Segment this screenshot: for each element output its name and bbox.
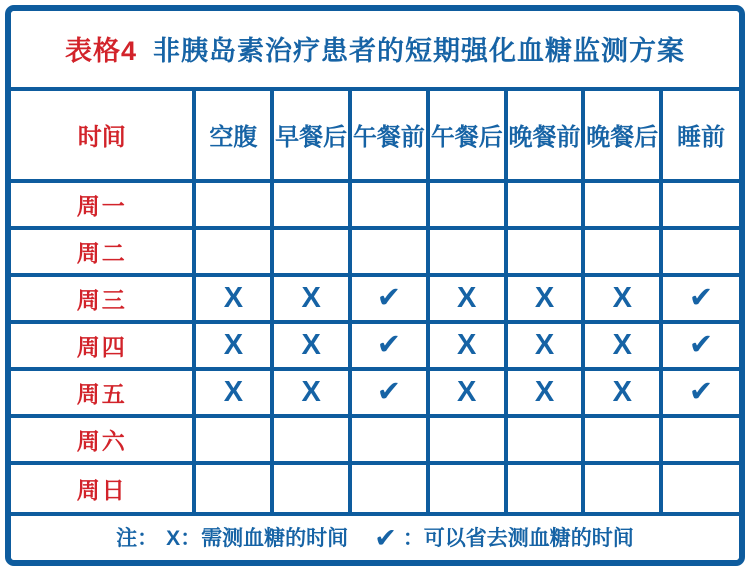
- table-row-saturday: [11, 416, 739, 463]
- mark-cell: [661, 463, 739, 514]
- x-mark: X: [194, 369, 272, 416]
- mark-cell: [661, 181, 739, 228]
- table-row-monday: [11, 181, 739, 228]
- x-mark: X: [506, 275, 584, 322]
- mark-cell: [194, 416, 272, 463]
- table-row-thursday: [11, 322, 739, 369]
- mark-cell: [272, 416, 350, 463]
- title-row: [11, 11, 739, 89]
- table-row-tuesday: [11, 228, 739, 275]
- mark-cell: [428, 416, 506, 463]
- row-label-thursday: 周四: [11, 322, 194, 369]
- x-mark: X: [506, 369, 584, 416]
- mark-cell: [661, 228, 739, 275]
- column-header-after-dinner: 晚餐后: [583, 89, 661, 181]
- x-mark: X: [428, 369, 506, 416]
- mark-cell: [428, 181, 506, 228]
- row-label-sunday: 周日: [11, 463, 194, 514]
- note-prefix: 注：: [116, 526, 159, 550]
- table-row-sunday: [11, 463, 739, 514]
- x-mark: X: [583, 369, 661, 416]
- header-row: [11, 89, 739, 181]
- mark-cell: [506, 463, 584, 514]
- check-mark: ✔: [661, 369, 739, 416]
- x-mark: X: [583, 275, 661, 322]
- column-header-after-lunch: 午餐后: [428, 89, 506, 181]
- mark-cell: [583, 416, 661, 463]
- row-label-tuesday: 周二: [11, 228, 194, 275]
- mark-cell: [583, 463, 661, 514]
- table-number-label: 表格4: [64, 36, 138, 67]
- mark-cell: [428, 228, 506, 275]
- check-mark: ✔: [661, 275, 739, 322]
- mark-cell: [350, 181, 428, 228]
- column-header-before-dinner: 晚餐前: [506, 89, 584, 181]
- page-title: [11, 11, 739, 89]
- mark-cell: [194, 463, 272, 514]
- row-label-wednesday: 周三: [11, 275, 194, 322]
- check-meaning: ：可以省去测血糖的时间: [402, 526, 634, 550]
- table-frame: [5, 5, 745, 566]
- mark-cell: [661, 416, 739, 463]
- mark-cell: [583, 228, 661, 275]
- mark-cell: [272, 463, 350, 514]
- row-label-saturday: 周六: [11, 416, 194, 463]
- table-row-wednesday: [11, 275, 739, 322]
- row-label-monday: 周一: [11, 181, 194, 228]
- x-mark: X: [194, 322, 272, 369]
- x-mark: X: [194, 275, 272, 322]
- mark-cell: [350, 416, 428, 463]
- x-mark: X: [272, 369, 350, 416]
- column-header-after-breakfast: 早餐后: [272, 89, 350, 181]
- legend-note: [11, 514, 739, 560]
- column-header-before-lunch: 午餐前: [350, 89, 428, 181]
- x-mark: X: [506, 322, 584, 369]
- table-row-friday: [11, 369, 739, 416]
- x-mark: X: [583, 322, 661, 369]
- mark-cell: [194, 228, 272, 275]
- footnote-row: [11, 514, 739, 560]
- mark-cell: [506, 416, 584, 463]
- mark-cell: [506, 181, 584, 228]
- row-label-friday: 周五: [11, 369, 194, 416]
- check-mark: ✔: [350, 275, 428, 322]
- mark-cell: [428, 463, 506, 514]
- column-header-time: 时间: [11, 89, 194, 181]
- column-header-fasting: 空腹: [194, 89, 272, 181]
- x-mark: X: [428, 322, 506, 369]
- check-mark: ✔: [350, 369, 428, 416]
- x-mark: X: [428, 275, 506, 322]
- mark-cell: [272, 181, 350, 228]
- check-icon: ✔: [374, 522, 397, 553]
- table-title-text: 非胰岛素治疗患者的短期强化血糖监测方案: [153, 36, 686, 67]
- x-mark: X: [272, 275, 350, 322]
- mark-cell: [583, 181, 661, 228]
- mark-cell: [350, 228, 428, 275]
- x-symbol: X: [166, 526, 181, 550]
- mark-cell: [506, 228, 584, 275]
- mark-cell: [272, 228, 350, 275]
- check-mark: ✔: [350, 322, 428, 369]
- monitoring-schedule-table: [11, 11, 739, 560]
- x-mark: X: [272, 322, 350, 369]
- x-meaning: ：需测血糖的时间: [180, 526, 349, 550]
- column-header-bedtime: 睡前: [661, 89, 739, 181]
- check-mark: ✔: [661, 322, 739, 369]
- mark-cell: [194, 181, 272, 228]
- mark-cell: [350, 463, 428, 514]
